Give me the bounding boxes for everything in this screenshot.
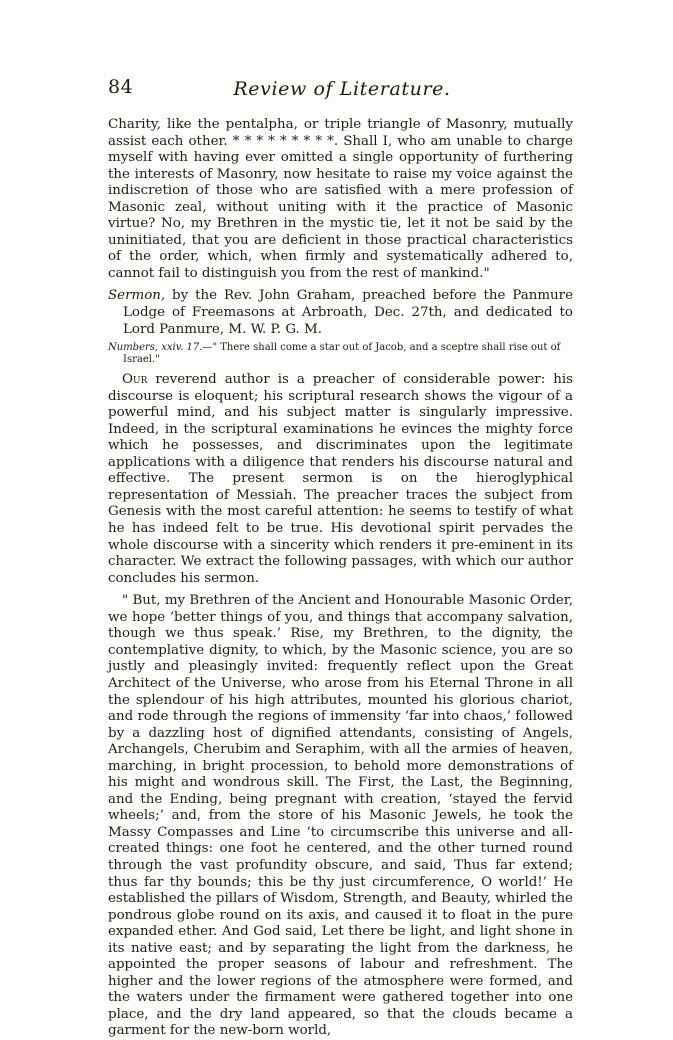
review-body-text: reverend author is a preacher of considerable power: his discourse is eloquent; his scriptural research shows the vigour of a powerful mind, and his subject matter is singularly impressive. Indeed, in the scriptural examinations he evinces the mighty force which he possesses, and discriminates upon the legitimate applications with a diligence that renders his discourse natural and effective. The present sermon is on the hieroglyphical representation of Messiah. The preacher traces the subject from Genesis with the most careful attention: he seems to testify of what he has indeed felt to be true. His devotional spirit pervades the whole discourse with a sincerity which renders it pre-eminent in its character. We extract the following passages, with which our author concludes his sermon.	[108, 372, 573, 586]
epigraph	[108, 342, 573, 366]
review-paragraph	[108, 372, 573, 587]
quote-continuation-paragraph: Charity, like the pentalpha, or triple triangle of Masonry, mutually assist each other. * * * * * * * * *. Shall I, who am unable to charge myself with having ever omitted a single opportunity of furthering the interests of Masonry, now hesitate to raise my voice against the indiscretion of those who are satisfied with a mere profession of Masonic zeal, without uniting with it the practice of Masonic virtue? No, my Brethren in the mystic tie, let it not be said by the uninitiated, that you are deficient in those practical characteristics of the order, which, when firmly and systematically adhered to, cannot fail to distinguish you from the rest of mankind."	[108, 117, 573, 281]
review-title-rest: by the Rev. John Graham, preached before the Panmure Lodge of Freemasons at Arbroath, Dec. 27th, and dedicated to Lord Panmure, M. W. P. G. M.	[123, 288, 573, 337]
page-body	[108, 117, 573, 1040]
page-number: 84	[108, 76, 134, 98]
epigraph-text: —" There shall come a star out of Jacob, and a sceptre shall rise out of Israel."	[123, 342, 561, 366]
running-title: Review of Literature.	[233, 78, 451, 100]
review-heading	[108, 288, 573, 338]
page-header	[108, 76, 576, 104]
review-first-word: Our	[122, 372, 148, 388]
epigraph-reference: Numbers, xxiv. 17.	[108, 342, 203, 354]
sermon-extract-paragraph: " But, my Brethren of the Ancient and Honourable Masonic Order, we hope ‘better things of you, and things that accompany salvation, though we thus speak.’ Rise, my Brethren, to the dignity, the contemplative dignity, to which, by the Masonic science, you are so justly and pleasingly invited: frequently reflect upon the Great Architect of the Universe, who arose from his Eternal Throne in all the splendour of his high attributes, mounted his glorious chariot, and rode through the regions of immensity ‘far into chaos,’ followed by a dazzling host of dignified attendants, consisting of Angels, Archangels, Cherubim and Seraphim, with all the armies of heaven, marching, in bright procession, to behold more demonstrations of his might and wondrous skill. The First, the Last, the Beginning, and the Ending, being pregnant with creation, ‘stayed the fervid wheels;’ and, from the store of his Masonic Jewels, he took the Massy Compasses and Line ‘to circumscribe this universe and all-created things: one foot he centered, and the other turned round through the vast profundity obscure, and said, Thus far extend; thus far thy bounds; this be thy just circumference, O world!’ He established the pillars of Wisdom, Strength, and Beauty, whirled the pondrous globe round on its axis, and caused it to float in the pure expanded ether. And God said, Let there be light, and light shone in its native east; and by separating the light from the darkness, he appointed the proper seasons of labour and refreshment. The higher and the lower regions of the atmosphere were formed, and the waters under the firmament were gathered together into one place, and the dry land appeared, so that the clouds became a garment for the new-born world,	[108, 593, 573, 1039]
review-title-label: Sermon,	[108, 288, 166, 304]
